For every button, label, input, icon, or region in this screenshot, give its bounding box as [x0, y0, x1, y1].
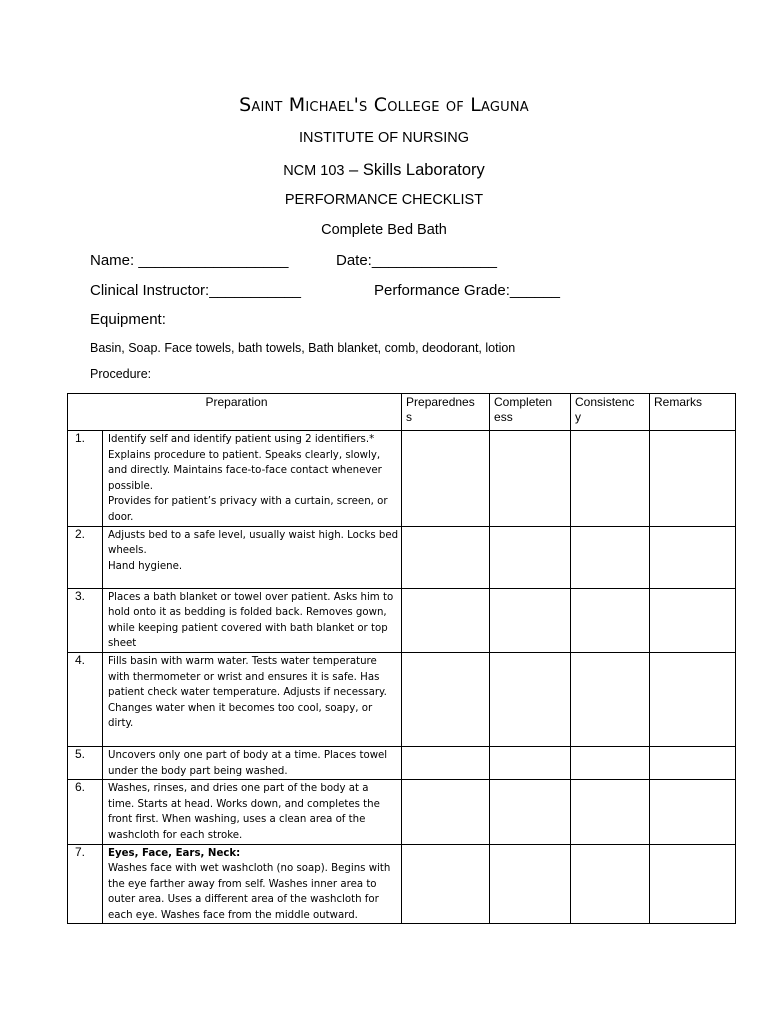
step-number: 5. [68, 746, 103, 779]
step-heading: Eyes, Face, Ears, Neck: [108, 847, 241, 859]
performance-grade-field: Performance Grade:______ [374, 282, 560, 299]
table-row [68, 652, 736, 746]
remarks-cell [650, 526, 736, 588]
remarks-cell [650, 844, 736, 924]
completeness-cell [490, 780, 571, 844]
course-title [0, 161, 768, 180]
step-number: 1. [68, 431, 103, 527]
remarks-cell [650, 588, 736, 652]
preparedness-cell [402, 780, 490, 844]
completeness-cell [490, 652, 571, 746]
procedure-label: Procedure: [90, 367, 152, 381]
table-row [68, 844, 736, 924]
table-header-row [68, 394, 736, 431]
procedure-title: Complete Bed Bath [321, 222, 447, 238]
step-description: Eyes, Face, Ears, Neck: Washes face with wet washcloth (no soap). Begins with the eye farther away from self. Washes inner area to outer area. Uses a different area of the washcloth for each eye. Washes face from the middle outward. [103, 844, 402, 924]
remarks-cell [650, 780, 736, 844]
date-field: Date:_______________ [336, 252, 497, 269]
table-row [68, 588, 736, 652]
preparedness-cell [402, 746, 490, 779]
table-row [68, 526, 736, 588]
remarks-cell [650, 431, 736, 527]
remarks-cell [650, 746, 736, 779]
name-field: Name: __________________ [90, 252, 289, 269]
equipment-list: Basin, Soap. Face towels, bath towels, Bath blanket, comb, deodorant, lotion [90, 341, 516, 355]
preparedness-cell [402, 652, 490, 746]
header-consistency: Consistenc y [571, 394, 650, 431]
remarks-cell [650, 652, 736, 746]
clinical-instructor-field: Clinical Instructor:___________ [90, 282, 301, 299]
consistency-cell [571, 431, 650, 527]
preparedness-cell [402, 844, 490, 924]
step-number: 3. [68, 588, 103, 652]
header-completeness: Completen ess [490, 394, 571, 431]
header-remarks: Remarks [650, 394, 736, 431]
consistency-cell [571, 588, 650, 652]
completeness-cell [490, 526, 571, 588]
preparedness-cell [402, 588, 490, 652]
table-row [68, 746, 736, 779]
preparedness-cell [402, 526, 490, 588]
consistency-cell [571, 844, 650, 924]
course-dash: – [344, 161, 363, 179]
table-row [68, 431, 736, 527]
equipment-label: Equipment: [90, 311, 166, 328]
completeness-cell [490, 746, 571, 779]
header-preparation: Preparation [68, 394, 402, 431]
step-description: Uncovers only one part of body at a time. Places towel under the body part being washed. [103, 746, 402, 779]
step-number: 2. [68, 526, 103, 588]
step-number: 7. [68, 844, 103, 924]
step-number: 6. [68, 780, 103, 844]
step-number: 4. [68, 652, 103, 746]
header-preparedness: Preparednes s [402, 394, 490, 431]
course-code: NCM 103 [283, 163, 345, 179]
step-description: Places a bath blanket or towel over patient. Asks him to hold onto it as bedding is folded back. Removes gown, while keeping patient covered with bath blanket or top sheet [103, 588, 402, 652]
consistency-cell [571, 746, 650, 779]
completeness-cell [490, 588, 571, 652]
step-description: Adjusts bed to a safe level, usually waist high. Locks bed wheels. Hand hygiene. [103, 526, 402, 588]
college-name: Saint Michael's College of Laguna [239, 94, 529, 116]
institute-title: INSTITUTE OF NURSING [299, 130, 469, 146]
course-name: Skills Laboratory [362, 161, 485, 179]
step-description: Fills basin with warm water. Tests water temperature with thermometer or wrist and ensures it is safe. Has patient check water temperature. Adjusts if necessary. Changes water when it becomes too cool, soapy, or dirty. [103, 652, 402, 746]
checklist-title: PERFORMANCE CHECKLIST [284, 192, 484, 208]
completeness-cell [490, 844, 571, 924]
performance-checklist-table [67, 393, 736, 924]
completeness-cell [490, 431, 571, 527]
consistency-cell [571, 780, 650, 844]
consistency-cell [571, 526, 650, 588]
table-row [68, 780, 736, 844]
step-description: Identify self and identify patient using 2 identifiers.* Explains procedure to patient. Speaks clearly, slowly, and directly. Maintains face-to-face contact whenever possible. Provides for patient’s privacy with a curtain, screen, or door. [103, 431, 402, 527]
consistency-cell [571, 652, 650, 746]
preparedness-cell [402, 431, 490, 527]
step-description: Washes, rinses, and dries one part of the body at a time. Starts at head. Works down, and completes the front first. When washing, uses a clean area of the washcloth for each stroke. [103, 780, 402, 844]
